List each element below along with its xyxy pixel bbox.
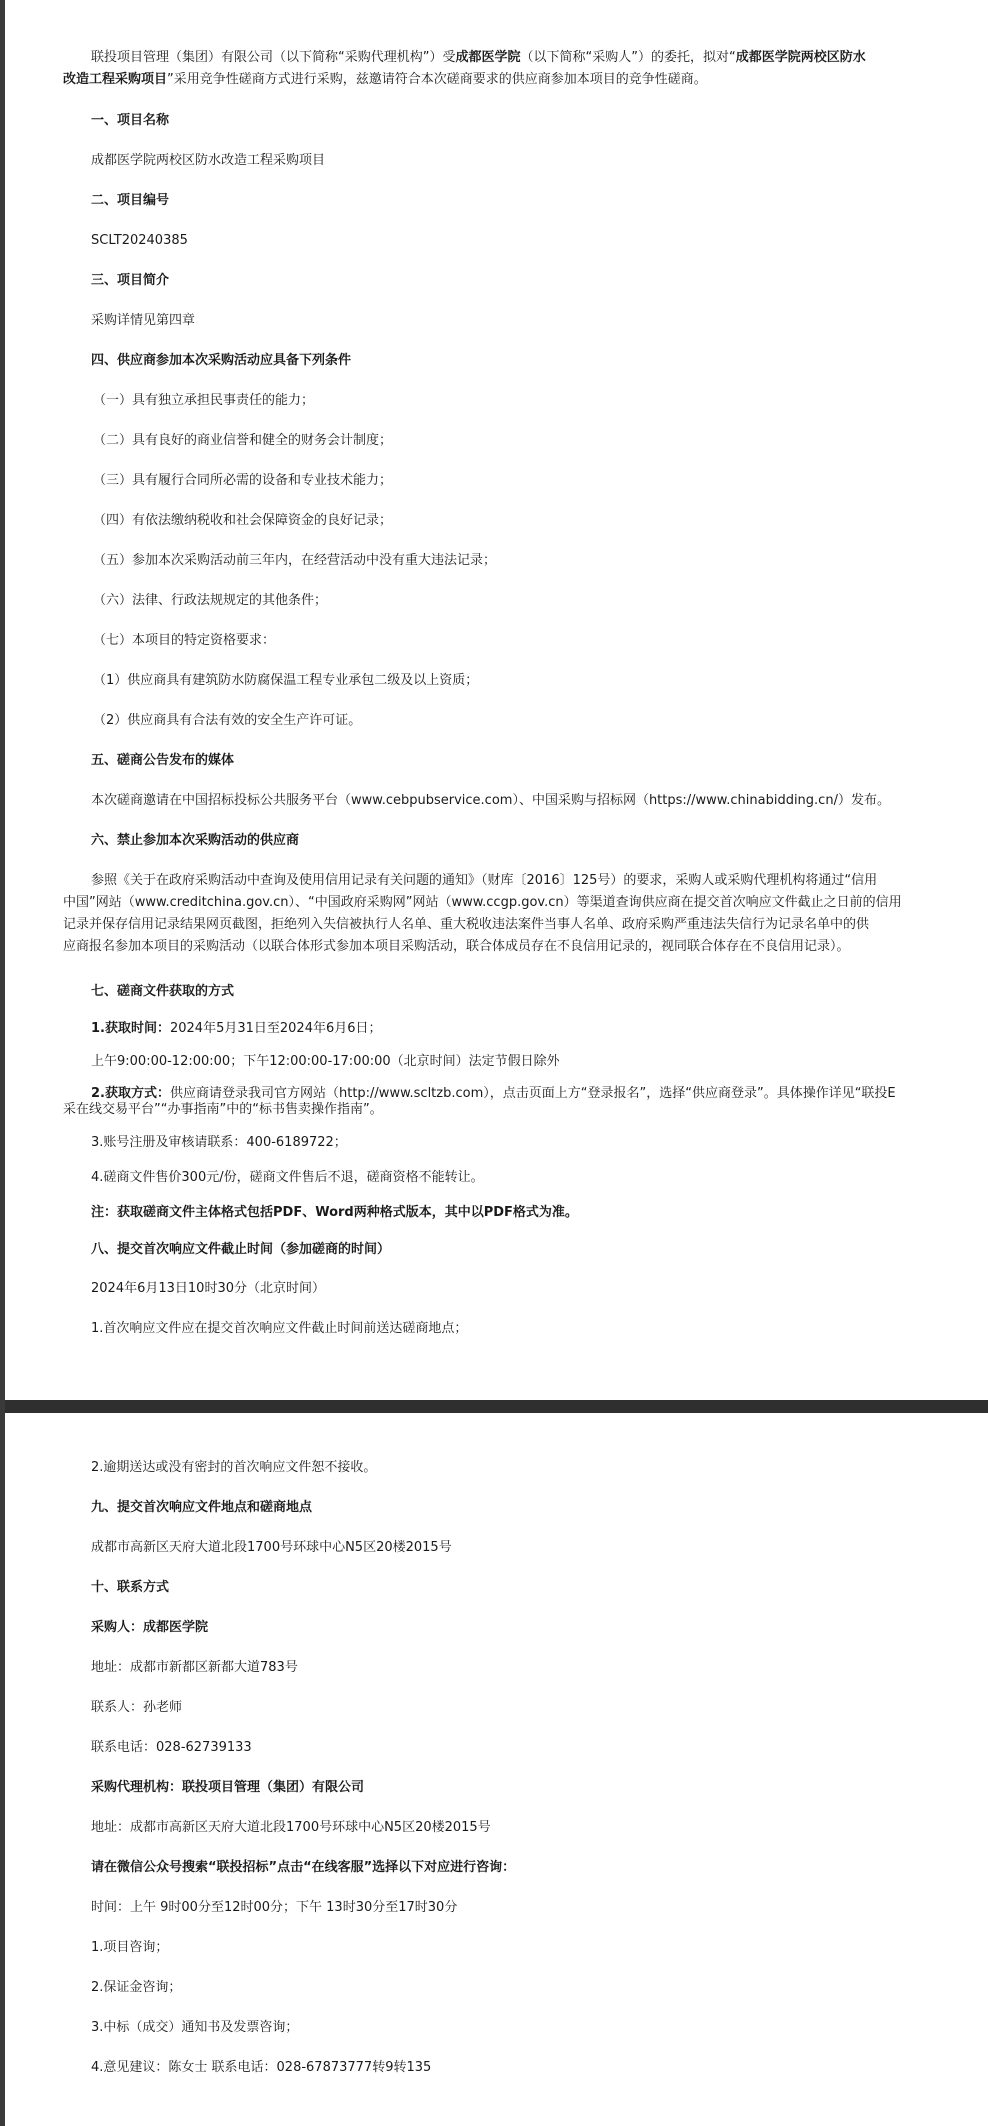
intro-line-2: 改造工程采购项目”采用竞争性磋商方式进行采购，兹邀请符合本次磋商要求的供应商参加本项目的竞争性磋商。	[63, 72, 707, 87]
document-page-1	[5, 0, 988, 1400]
agent-address: 地址：成都市高新区天府大道北段1700号环球中心N5区20楼2015号	[91, 1820, 491, 1835]
project-summary: 采购详情见第四章	[91, 313, 196, 328]
section-10-title: 十、联系方式	[91, 1580, 170, 1595]
credit-check-line: 记录并保存信用记录结果网页截图，拒绝列入失信被执行人名单、重大税收违法案件当事人名单、政府采购严重违法失信行为记录名单中的供	[63, 917, 870, 932]
deadline-time: 2024年6月13日10时30分（北京时间）	[91, 1281, 325, 1296]
intro-line-1: 联投项目管理（集团）有限公司（以下简称“采购代理机构”）受成都医学院（以下简称“采购人”）的委托，拟对“成都医学院两校区防水	[91, 50, 866, 65]
section-6-title: 六、禁止参加本次采购活动的供应商	[91, 833, 300, 848]
condition-item: （三）具有履行合同所必需的设备和专业技术能力；	[93, 473, 393, 488]
wechat-note: 请在微信公众号搜索“联投招标”点击“在线客服”选择以下对应进行咨询：	[91, 1860, 516, 1875]
condition-item: （七）本项目的特定资格要求：	[93, 633, 276, 648]
consult-hours: 时间：上午 9时00分至12时00分；下午 13时30分至17时30分	[91, 1900, 458, 1915]
project-name: 成都医学院两校区防水改造工程采购项目	[91, 153, 326, 168]
condition-item: （二）具有良好的商业信誉和健全的财务会计制度；	[93, 433, 393, 448]
buyer-name: 成都医学院	[455, 50, 521, 65]
project-name-part1: 成都医学院两校区防水	[735, 50, 866, 65]
section-4-title: 四、供应商参加本次采购活动应具备下列条件	[91, 353, 352, 368]
section-9-title: 九、提交首次响应文件地点和磋商地点	[91, 1500, 313, 1515]
consult-item: 4.意见建议：陈女士 联系电话：028-67873777转9转135	[91, 2060, 432, 2075]
account-contact: 3.账号注册及审核请联系：400-6189722；	[91, 1135, 347, 1150]
deadline-item-2: 2.逾期送达或没有密封的首次响应文件恕不接收。	[91, 1460, 377, 1475]
format-note: 注：获取磋商文件主体格式包括PDF、Word两种格式版本，其中以PDF格式为准。	[91, 1205, 578, 1220]
document-page-2	[5, 1413, 988, 2126]
buyer-label: 采购人：成都医学院	[91, 1620, 209, 1635]
buyer-contact: 联系人：孙老师	[91, 1700, 183, 1715]
section-8-title: 八、提交首次响应文件截止时间（参加磋商的时间）	[91, 1242, 391, 1257]
credit-check-line: 应商报名参加本项目的采购活动（以联合体形式参加本项目采购活动，联合体成员存在不良信用记录的，视同联合体存在不良信用记录）。	[63, 939, 850, 954]
condition-item: （六）法律、行政法规规定的其他条件；	[93, 593, 328, 608]
section-7-title: 七、磋商文件获取的方式	[91, 984, 235, 999]
condition-item: （五）参加本次采购活动前三年内，在经营活动中没有重大违法记录；	[93, 553, 497, 568]
condition-item: （2）供应商具有合法有效的安全生产许可证。	[93, 713, 362, 728]
media-statement: 本次磋商邀请在中国招标投标公共服务平台（www.cebpubservice.com）、中国采购与招标网（https://www.chinabidding.cn/）发布。	[91, 793, 890, 808]
project-number: SCLT20240385	[91, 233, 188, 248]
section-1-title: 一、项目名称	[91, 113, 170, 128]
section-3-title: 三、项目简介	[91, 273, 170, 288]
condition-item: （一）具有独立承担民事责任的能力；	[93, 393, 315, 408]
section-5-title: 五、磋商公告发布的媒体	[91, 753, 235, 768]
obtain-method: 2.获取方式：供应商请登录我司官方网站（http://www.scltzb.com），点击页面上方“登录报名”，选择“供应商登录”。具体操作详见“联投E	[91, 1086, 896, 1101]
credit-check-line: 中国”网站（www.creditchina.gov.cn）、“中国政府采购网”网站（www.ccgp.gov.cn）等渠道查询供应商在提交首次响应文件截止之日前的信用	[63, 895, 902, 910]
condition-item: （四）有依法缴纳税收和社会保障资金的良好记录；	[93, 513, 393, 528]
consult-item: 3.中标（成交）通知书及发票咨询；	[91, 2020, 299, 2035]
obtain-time: 1.获取时间：2024年5月31日至2024年6月6日；	[91, 1021, 382, 1036]
page-separator	[5, 1400, 988, 1413]
buyer-address: 地址：成都市新都区新都大道783号	[91, 1660, 298, 1675]
submission-address: 成都市高新区天府大道北段1700号环球中心N5区20楼2015号	[91, 1540, 452, 1555]
document-price: 4.磋商文件售价300元/份，磋商文件售后不退，磋商资格不能转让。	[91, 1170, 484, 1185]
consult-item: 2.保证金咨询；	[91, 1980, 182, 1995]
condition-item: （1）供应商具有建筑防水防腐保温工程专业承包二级及以上资质；	[93, 673, 479, 688]
section-2-title: 二、项目编号	[91, 193, 170, 208]
buyer-phone: 联系电话：028-62739133	[91, 1740, 252, 1755]
agent-label: 采购代理机构：联投项目管理（集团）有限公司	[91, 1780, 365, 1795]
obtain-method-cont: 采在线交易平台”“办事指南”中的“标书售卖操作指南”。	[63, 1102, 383, 1117]
deadline-item-1: 1.首次响应文件应在提交首次响应文件截止时间前送达磋商地点；	[91, 1321, 468, 1336]
obtain-hours: 上午9:00:00-12:00:00；下午12:00:00-17:00:00（北京时间）法定节假日除外	[91, 1054, 560, 1069]
consult-item: 1.项目咨询；	[91, 1940, 169, 1955]
project-name-part2: 改造工程采购项目	[63, 72, 168, 87]
credit-check-line: 参照《关于在政府采购活动中查询及使用信用记录有关问题的通知》（财库〔2016〕125号）的要求，采购人或采购代理机构将通过“信用	[91, 873, 878, 888]
